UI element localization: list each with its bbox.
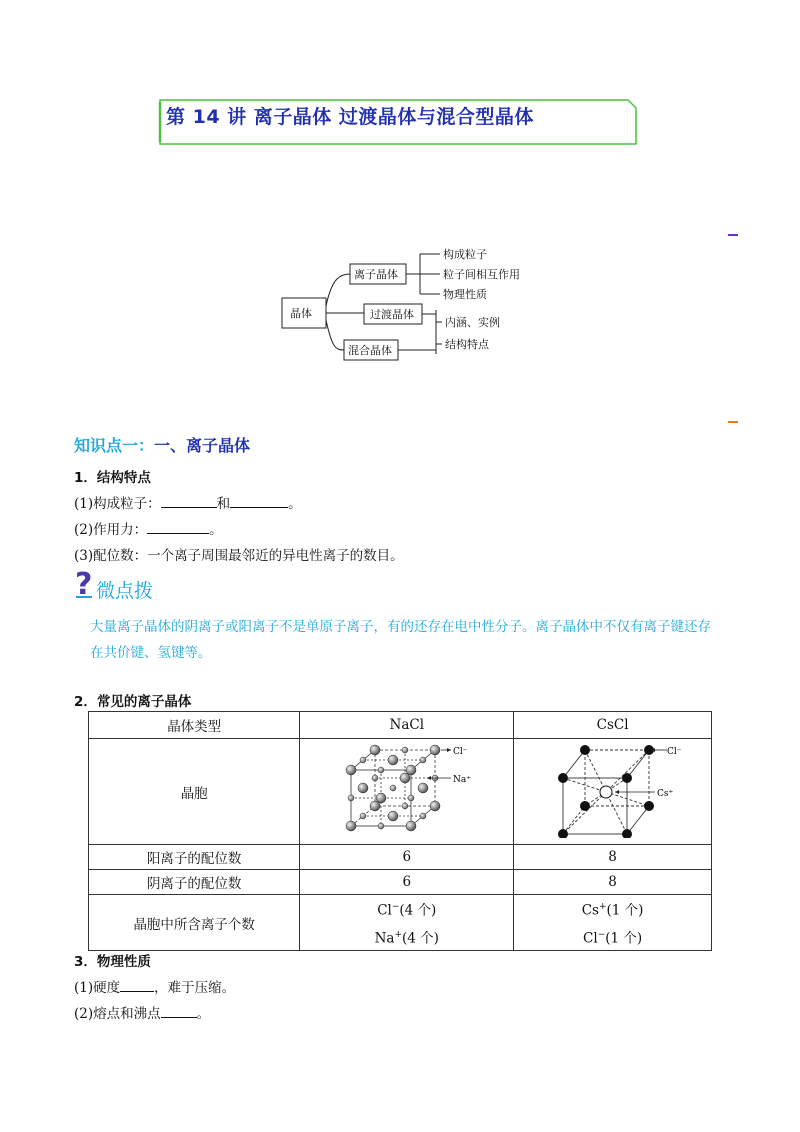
section3-heading: 3．物理性质 (74, 954, 151, 970)
section1-item1 (74, 492, 302, 512)
cscl-count-cs-charge: + (598, 902, 607, 912)
section2-heading: 2．常见的离子晶体 (74, 694, 192, 710)
item2-end: 。 (209, 522, 223, 538)
blank-force[interactable] (147, 519, 209, 534)
item1-prefix: (1)构成粒子： (74, 496, 161, 512)
mindmap-branch-ionic: 离子晶体 (354, 268, 398, 281)
nacl-count-na: Na (374, 930, 395, 946)
blank-melting[interactable] (161, 1003, 197, 1018)
nacl-unit-cell-diagram (337, 742, 477, 838)
table-cell: 阴离子的配位数 (89, 870, 300, 895)
knowledge-point-name: 一、离子晶体 (154, 436, 251, 455)
ionic-crystal-table (88, 711, 712, 951)
nacl-label-cl: Cl⁻ (452, 746, 468, 757)
table-row (89, 845, 712, 870)
section3-item2 (74, 1002, 210, 1022)
melting-prefix: (2)熔点和沸点 (74, 1006, 161, 1022)
section3-item1 (74, 976, 235, 996)
mindmap-branch-mixed: 混合晶体 (348, 344, 392, 357)
mindmap-leaf-definition: 内涵、实例 (445, 316, 500, 329)
table-cell: 8 (514, 870, 712, 895)
margin-marker-orange (728, 421, 738, 423)
nacl-unit-cell (300, 739, 514, 845)
svg-text:?: ? (75, 567, 93, 600)
blank-particle-1[interactable] (161, 493, 217, 508)
tip-body: 大量离子晶体的阴离子或阳离子不是单原子离子，有的还存在电中性分子。离子晶体中不仅有离子键还存在共价键、氢键等。 (90, 619, 711, 661)
section1-item2 (74, 518, 223, 538)
lesson-title-box (158, 98, 638, 146)
cscl-unit-cell-diagram (543, 742, 683, 838)
nacl-count-na-charge: + (394, 929, 403, 940)
mindmap-leaf-interaction: 粒子间相互作用 (443, 268, 520, 281)
mindmap-leaf-particles: 构成粒子 (443, 248, 487, 261)
table-header-type: 晶体类型 (89, 712, 300, 739)
section1-heading: 1．结构特点 (74, 470, 151, 486)
item1-mid: 和 (216, 496, 231, 512)
nacl-label-na: Na⁺ (452, 774, 471, 785)
mindmap-root: 晶体 (290, 307, 312, 320)
knowledge-point-heading (74, 433, 250, 456)
table-cell-unitcell-label: 晶胞 (89, 739, 300, 845)
nacl-count-cl: Cl (377, 902, 392, 919)
cscl-count-cs: Cs (581, 902, 599, 919)
table-cell: 8 (514, 845, 712, 870)
nacl-ion-count (300, 895, 514, 951)
item2-prefix: (2)作用力： (74, 522, 148, 538)
section1-item3: (3)配位数：一个离子周围最邻近的异电性离子的数目。 (74, 548, 404, 564)
cscl-ion-count (514, 895, 712, 951)
cscl-count-cs-num: (1 个) (606, 902, 644, 919)
mindmap-leaf-properties: 物理性质 (443, 288, 487, 301)
knowledge-point-prefix: 知识点一： (74, 436, 155, 455)
nacl-count-cl-num: (4 个) (399, 902, 437, 919)
hardness-end: ，难于压缩。 (154, 980, 236, 996)
nacl-count-na-num: (4 个) (402, 930, 439, 946)
margin-marker-purple (728, 234, 738, 236)
crystal-mindmap (270, 240, 550, 370)
cscl-unit-cell (514, 739, 712, 845)
tip-title: 微点拨 (96, 580, 154, 602)
question-mark-icon (74, 566, 96, 600)
table-cell: 6 (300, 870, 514, 895)
cscl-count-cl: Cl (583, 930, 598, 946)
nacl-count-cl-charge: − (391, 902, 400, 912)
blank-hardness[interactable] (120, 977, 154, 992)
mindmap-leaf-structure: 结构特点 (445, 338, 489, 351)
table-header-nacl: NaCl (300, 712, 514, 739)
table-cell-count-label: 晶胞中所含离子个数 (89, 895, 300, 951)
table-cell: 阳离子的配位数 (89, 845, 300, 870)
hardness-prefix: (1)硬度 (74, 980, 121, 996)
cscl-count-cl-num: (1 个) (605, 930, 643, 946)
table-row (89, 870, 712, 895)
table-header-cscl: CsCl (514, 712, 712, 739)
blank-particle-2[interactable] (230, 493, 288, 508)
mindmap-branch-transition: 过渡晶体 (370, 308, 414, 321)
item1-end: 。 (288, 496, 302, 512)
table-cell: 6 (300, 845, 514, 870)
cscl-count-cl-charge: − (597, 929, 606, 940)
cscl-label-cs: Cs⁺ (656, 788, 673, 799)
table-row (89, 895, 712, 951)
table-row (89, 712, 712, 739)
table-row (89, 739, 712, 845)
lesson-title: 第 14 讲 离子晶体 过渡晶体与混合型晶体 (166, 106, 534, 128)
melting-end: 。 (196, 1006, 211, 1022)
cscl-label-cl: Cl⁻ (666, 746, 682, 757)
